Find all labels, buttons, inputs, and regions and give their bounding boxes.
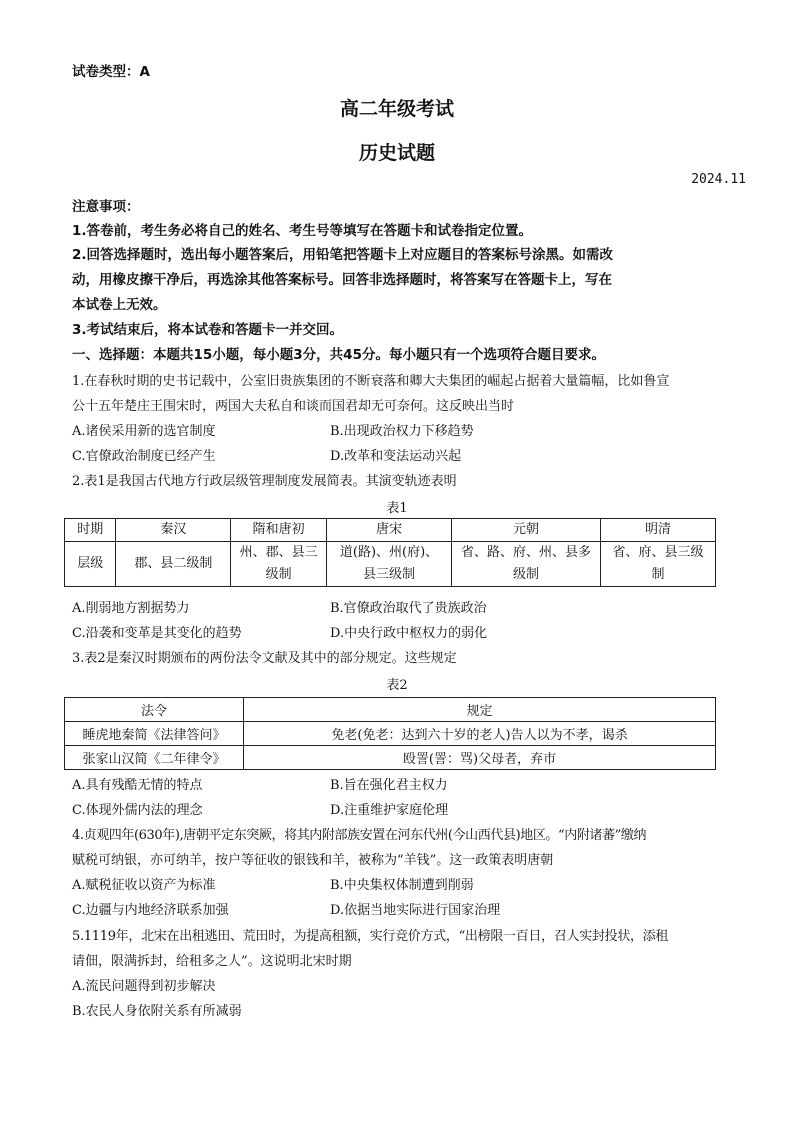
table-row — [65, 746, 716, 770]
table-cell — [327, 542, 452, 587]
section-heading: 一、选择题：本题共15小题，每小题3分，共45分。每小题只有一个选项符合题目要求。 — [72, 347, 605, 363]
q3-option-a: A.具有残酷无情的特点 — [72, 778, 203, 793]
cell-line: 道(路)、州(府)、 — [339, 545, 439, 560]
q5-stem: 5.1119年，北宋在出租逃田、荒田时，为提高租额，实行竞价方式，“出榜限一百日，召人实封投状，添租 — [72, 929, 669, 944]
table-header-row — [65, 519, 716, 542]
q2-option-b: B.官僚政治取代了贵族政治 — [330, 601, 487, 616]
q3-option-d: D.注重维护家庭伦理 — [330, 803, 449, 818]
q1-option-a: A.诸侯采用新的选官制度 — [72, 424, 216, 439]
q3-stem: 3.表2是秦汉时期颁布的两份法令文献及其中的部分规定。这些规定 — [72, 651, 457, 666]
q4-option-a: A.赋税征收以资产为标准 — [72, 878, 216, 893]
table2 — [64, 697, 716, 770]
q1-stem: 公十五年楚庄王围宋时，两国大夫私自和谈而国君却无可奈何。这反映出当时 — [72, 399, 515, 414]
table-row-label: 层级 — [65, 542, 116, 587]
cell-line: 省、路、府、州、县多 — [461, 545, 592, 560]
notice-line: 动，用橡皮擦干净后，再选涂其他答案标号。回答非选择题时，将答案写在答题卡上，写在 — [72, 272, 612, 288]
q5-option-a: A.流民问题得到初步解决 — [72, 979, 216, 994]
exam-title: 高二年级考试 — [339, 98, 454, 120]
table-header-cell: 时期 — [65, 519, 116, 542]
exam-subtitle: 历史试题 — [358, 142, 435, 164]
table-row — [65, 722, 716, 746]
notice-line: 2.回答选择题时，选出每小题答案后，用铅笔把答题卡上对应题目的答案标号涂黑。如需改 — [72, 247, 614, 263]
q5-option-b: B.农民人身依附关系有所减弱 — [72, 1004, 242, 1019]
q2-stem: 2.表1是我国古代地方行政层级管理制度发展简表。其演变轨迹表明 — [72, 474, 457, 489]
q4-option-b: B.中央集权体制遭到削弱 — [330, 878, 474, 893]
table-row — [65, 542, 716, 587]
table-cell: 郡、县二级制 — [116, 542, 231, 587]
q2-option-d: D.中央行政中枢权力的弱化 — [330, 626, 488, 641]
table1-caption: 表1 — [386, 501, 408, 516]
table-header-cell: 元朝 — [451, 519, 600, 542]
table2-caption: 表2 — [386, 678, 408, 693]
q1-option-c: C.官僚政治制度已经产生 — [72, 449, 216, 464]
table-cell: 张家山汉简《二年律令》 — [65, 746, 244, 770]
table-cell: 免老(免老：达到六十岁的老人)告人以为不孝，谒杀 — [244, 722, 716, 746]
q1-stem: 1.在春秋时期的史书记载中，公室旧贵族集团的不断衰落和卿大夫集团的崛起占据着大量篇幅，比如鲁宣 — [72, 374, 670, 389]
exam-date: 2024.11 — [691, 172, 746, 187]
q2-option-c: C.沿袭和变革是其变化的趋势 — [72, 626, 242, 641]
cell-line: 县三级制 — [363, 567, 416, 582]
cell-line: 级制 — [265, 567, 292, 582]
table-header-cell: 唐宋 — [327, 519, 452, 542]
q4-stem: 4.贞观四年(630年),唐朝平定东突厥，将其内附部族安置在河东代州(今山西代县)地区。“内附诸蕃”缴纳 — [72, 828, 647, 843]
q5-stem: 请佃，限满拆封，给租多之人”。这说明北宋时期 — [72, 954, 352, 969]
q1-option-b: B.出现政治权力下移趋势 — [330, 424, 474, 439]
table-header-cell: 明清 — [601, 519, 716, 542]
q4-option-c: C.边疆与内地经济联系加强 — [72, 903, 229, 918]
cell-line: 州、郡、县三 — [239, 545, 318, 560]
table-cell: 睡虎地秦简《法律答问》 — [65, 722, 244, 746]
table-cell — [601, 542, 716, 587]
notice-line: 1.答卷前，考生务必将自己的姓名、考生号等填写在答题卡和试卷指定位置。 — [72, 223, 533, 239]
exam-type: 试卷类型：A — [72, 64, 150, 80]
table-header-row — [65, 698, 716, 722]
notice-heading: 注意事项： — [72, 199, 140, 215]
table-header-cell: 法令 — [65, 698, 244, 722]
q3-option-c: C.体现外儒内法的理念 — [72, 803, 203, 818]
table-cell — [451, 542, 600, 587]
q2-option-a: A.削弱地方割据势力 — [72, 601, 190, 616]
table-cell — [231, 542, 327, 587]
notice-line: 3.考试结束后，将本试卷和答题卡一并交回。 — [72, 322, 344, 338]
q1-option-d: D.改革和变法运动兴起 — [330, 449, 462, 464]
notice-line: 本试卷上无效。 — [72, 297, 167, 313]
cell-line: 制 — [651, 567, 665, 582]
table-header-cell: 隋和唐初 — [231, 519, 327, 542]
table1 — [64, 518, 716, 587]
cell-line: 省、府、县三级 — [612, 545, 704, 560]
table-header-cell: 秦汉 — [116, 519, 231, 542]
q4-option-d: D.依据当地实际进行国家治理 — [330, 903, 501, 918]
table-header-cell: 规定 — [244, 698, 716, 722]
q4-stem: 赋税可纳银，亦可纳羊，按户等征收的银钱和羊，被称为“羊钱”。这一政策表明唐朝 — [72, 853, 554, 868]
q3-option-b: B.旨在强化君主权力 — [330, 778, 448, 793]
cell-line: 级制 — [513, 567, 540, 582]
table-cell: 殴詈(詈：骂)父母者，弃市 — [244, 746, 716, 770]
